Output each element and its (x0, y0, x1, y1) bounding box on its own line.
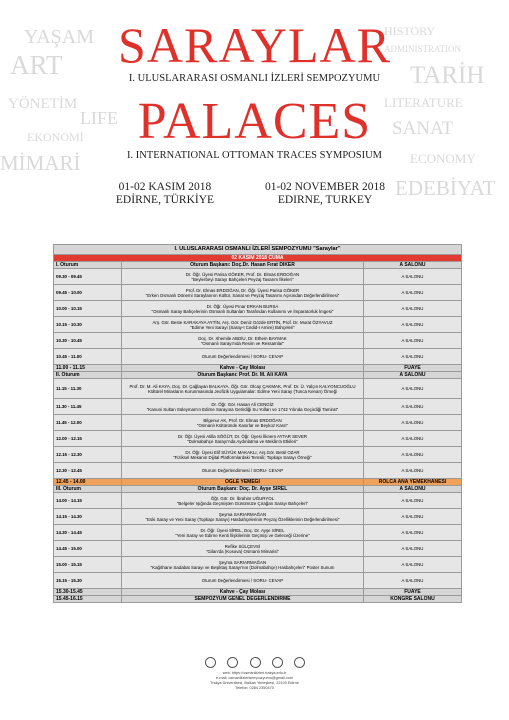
presentation-room: A SALONU (364, 415, 462, 431)
presentation-room: A SALONU (364, 301, 462, 317)
presentation-title: "Belgeler Işığında Geçmişten Günümüze Çırağan Sarayı Bahçeleri" (176, 500, 309, 506)
row-text: Kahve - Çay Molası (122, 589, 364, 596)
presentation-time: 10.30 - 10.45 (54, 333, 122, 349)
presentation-row (54, 301, 462, 317)
bg-word-mimari: MİMARİ (0, 151, 81, 175)
session-header-row (54, 262, 462, 269)
program-table-body (54, 245, 462, 603)
title-turkish: SARAYLAR (118, 17, 391, 73)
presentation-row (54, 333, 462, 349)
presentation-row (54, 493, 462, 509)
presentation-row (54, 317, 462, 333)
session-header-row (54, 372, 462, 379)
presentation-details (122, 399, 364, 415)
session-chair: Oturum Başkanı: Prof. Dr. M. Ali KAYA (122, 372, 364, 379)
footer-email[interactable]: e-mail: osmanliizlerisempozyumu@gmail.com (215, 676, 294, 680)
presentation-row (54, 431, 462, 447)
session-room: A SALONU (364, 486, 462, 493)
bg-word-art: ART (10, 50, 63, 80)
session-label: I. Oturum (54, 262, 122, 269)
presentation-title: "Kağıthane Sadabat Sarayı ve Beşiktaş Sarayı'nın (Dolmabahçe) Hasbahçeleri" Poster Sunum (150, 564, 335, 570)
presentation-time: 14.00 - 14.15 (54, 493, 122, 509)
presentation-room: A SALONU (364, 541, 462, 557)
presentation-details (122, 463, 364, 479)
date-tr: 01-02 KASIM 2018 (118, 181, 212, 193)
presentation-authors: Dr. Öğr. Üyesi Parisa GÖKER, Prof. Dr. Elmas ERDOĞAN (185, 271, 300, 277)
presentation-row (54, 399, 462, 415)
presentation-room: A SALONU (364, 525, 462, 541)
presentation-room: A SALONU (364, 349, 462, 365)
session-header-row (54, 486, 462, 493)
presentation-time: 11.30 - 11.45 (54, 399, 122, 415)
presentation-title: "Erken Osmanlı Dönemi Saraylarının Kültür, Sanat ve Peyzaj Tasarımı Açısından Değerlendirilmesi" (145, 292, 340, 298)
bg-word-tarih: TARİH (410, 62, 485, 89)
presentation-row (54, 447, 462, 463)
row-room: FUAYE (364, 365, 462, 372)
presentation-time: 14.30 - 14.45 (54, 525, 122, 541)
presentation-details (122, 541, 364, 557)
presentation-time: 12.15 - 12.30 (54, 447, 122, 463)
subtitle-english: I. INTERNATIONAL OTTOMAN TRACES SYMPOSIUM (126, 150, 383, 161)
presentation-time: 10.15 - 10.30 (54, 317, 122, 333)
session-chair: Oturum Başkanı: Doç. Dr. Ayşe SİREL (122, 486, 364, 493)
presentation-time: 12.00 - 12.15 (54, 431, 122, 447)
presentation-details (122, 317, 364, 333)
presentation-title: "Beylerbeyi Sarayı Bahçeleri Peyzaj Tasarım İlkeleri" (191, 276, 294, 282)
presentation-room: A SALONU (364, 447, 462, 463)
row-time: 12.45 - 14.00 (54, 479, 122, 486)
presentation-time: 15.15 - 15.30 (54, 573, 122, 589)
bg-word-life: LIFE (80, 108, 118, 128)
bg-word-ekonomi: EKONOMİ (27, 130, 84, 144)
presentation-title: "Gilan'da (Kosova) Osmanlı Mimarisi" (205, 548, 279, 554)
row-text: SEMPOZYUM GENEL DEĞERLENDİRME (122, 596, 364, 603)
presentation-time: 10.45 - 11.00 (54, 349, 122, 365)
presentation-title: "Osmanlı Sarayı'nda Resim ve Ressamlar" (200, 340, 285, 346)
presentation-room: A SALONU (364, 379, 462, 399)
row-room: FUAYE (364, 589, 462, 596)
presentation-authors: Şeyma SARIARMAĞAN (218, 559, 267, 565)
presentation-room: A SALONU (364, 285, 462, 301)
evaluation-row (54, 349, 462, 365)
presentation-title: Oturum Değerlendirmesi / SORU- CEVAP (201, 578, 284, 583)
partner-logo-icon (272, 657, 283, 668)
session-room: A SALONU (364, 372, 462, 379)
presentation-time: 15.00 - 15.15 (54, 557, 122, 573)
presentation-room: A SALONU (364, 317, 462, 333)
evaluation-row (54, 573, 462, 589)
row-text: ÖĞLE YEMEĞİ (122, 479, 364, 486)
bg-word-administration: ADMINISTRATION (384, 44, 461, 54)
row-room: KONGRE SALONU (364, 596, 462, 603)
row-time: 15.45-16.15 (54, 596, 122, 603)
faculty-logo-icon (227, 657, 238, 668)
sponsor-logo-icon (294, 657, 305, 668)
presentation-authors: Dr. Öğr. Gör. Hasan Ali CENGİZ (211, 401, 274, 407)
presentation-details (122, 301, 364, 317)
footer-web[interactable]: web: https://osmanliizleri.trakya.edu.tr (222, 671, 287, 675)
presentation-time: 14.15 - 14.30 (54, 509, 122, 525)
session-chair: Oturum Başkanı: Doç.Dr. Hasan Fırat DİKER (122, 262, 364, 269)
place-en: EDIRNE, TURKEY (277, 194, 373, 207)
program-table (53, 244, 462, 603)
lunch-row (54, 479, 462, 486)
presentation-authors: Öğr. Gör. Dr. İbrahim UĞURYOL (210, 495, 275, 501)
presentation-details (122, 573, 364, 589)
presentation-time: 12.30 - 12.45 (54, 463, 122, 479)
row-text: Kahve - Çay Molası (122, 365, 364, 372)
presentation-title: "Kanuni Sultan Süleyman'ın Edirne Sarayına Getirdiği Su Yolları ve 1742 Yılında Geçirdiği Tamirat" (146, 406, 339, 412)
program-day: 02 KASIM 2018 CUMA (54, 255, 462, 262)
place-tr: EDİRNE, TÜRKİYE (115, 194, 215, 207)
presentation-title: Oturum Değerlendirmesi / SORU- CEVAP (201, 468, 284, 473)
presentation-time: 10.00 - 10.15 (54, 301, 122, 317)
footer-phone: Telefon: 0284 2350470 (235, 686, 274, 690)
presentation-room: A SALONU (364, 463, 462, 479)
break-row (54, 365, 462, 372)
session-label: II. Oturum (54, 372, 122, 379)
bg-word-history: HISTORY (384, 24, 436, 38)
bg-word-sanat: SANAT (392, 118, 454, 139)
presentation-room: A SALONU (364, 509, 462, 525)
presentation-row (54, 557, 462, 573)
presentation-title: Kültürel Mirasların Korunmasında Jeofizik Uygulamalar: Edirne Yeni Saray (Tunca Kenarı) Örneği (148, 388, 337, 394)
date-en: 01-02 NOVEMBER 2018 (264, 181, 386, 193)
bg-word-yasam: YAŞAM (24, 26, 95, 48)
presentation-room: A SALONU (364, 431, 462, 447)
presentation-time: 11.45 - 12.00 (54, 415, 122, 431)
presentation-authors: Bilgenur AK, Prof. Dr. Elmas ERDOĞAN (203, 417, 282, 423)
symposium-logo-icon (250, 657, 261, 668)
bg-word-yonetim: YÖNETİM (8, 96, 78, 112)
presentation-row (54, 509, 462, 525)
row-time: 15.30-15.45 (54, 589, 122, 596)
presentation-authors: Refike SÜLÇEVSİ (224, 543, 261, 549)
bg-word-edebiyat: EDEBİYAT (395, 176, 496, 200)
presentation-details (122, 447, 364, 463)
presentation-title: "Edirne Yeni Sarayı (Saray-I Cedid-I Amire) Bahçeleri" (190, 324, 295, 330)
title-english: PALACES (137, 93, 372, 150)
bg-word-literature: LITERATURE (384, 95, 463, 110)
presentation-details (122, 493, 364, 509)
presentation-authors: Doç. Dr. Xhemile ABDİU, Dr. Ethem BAYMAK (198, 335, 287, 341)
subtitle-turkish: I. ULUSLARARASI OSMANLI İZLERİ SEMPOZYUMU (128, 73, 381, 84)
presentation-details (122, 379, 364, 399)
footer-logos (205, 655, 305, 669)
presentation-authors: Şeyma SARIARMAĞAN (218, 511, 267, 517)
presentation-time: 11.15 - 11.30 (54, 379, 122, 399)
presentation-authors: Dr. Öğr. Üyesi Atilla SÖĞÜT, Dr. Öğr. Üyesi İlknem AYTAR SEVER (177, 433, 308, 439)
footer-address: Trakya Üniversitesi, Balkan Yerleşkesi, 22100 Edirne (210, 681, 299, 685)
presentation-details (122, 557, 364, 573)
session-label: III. Oturum (54, 486, 122, 493)
presentation-room: A SALONU (364, 493, 462, 509)
presentation-time: 14.45 - 15.00 (54, 541, 122, 557)
presentation-authors: Arş. Gör. Beste KARAKAYA AYTİN, Arş. Gör. Deniz Gözde ERTİN, Prof. Dr. Murat ÖZYAVUZ (152, 319, 333, 325)
presentation-room: A SALONU (364, 557, 462, 573)
presentation-room: A SALONU (364, 399, 462, 415)
presentation-title: Oturum Değerlendirmesi / SORU- CEVAP (201, 354, 284, 359)
presentation-details (122, 269, 364, 285)
dates-turkish (100, 181, 230, 207)
presentation-title: "Eski Saray ve Yeni Saray (Topkapı Sarayı) Hasbahçelerinin Peyzaj Özelliklerinin Değerlendirilmesi" (145, 516, 340, 522)
presentation-row (54, 379, 462, 399)
presentation-details (122, 285, 364, 301)
presentation-room: A SALONU (364, 333, 462, 349)
presentation-title: "Dolmabahçe Sarayı'nda Aydınlatma ve Mekân'a Etkileri" (187, 438, 298, 444)
row-room: ROLCA ANA YEMEKHANESİ (364, 479, 462, 486)
presentation-title: "Fiziksel Mekanın Dijital Platformlardaki Temsili; Topkapı Sarayı Örneği" (173, 454, 312, 460)
presentation-authors: Prof. Dr. M. Ali KAYA, Doç. Dr. Çağlayan BALKAYA, Öğr. Gör. Olcay ÇAKMAK, Prof. Dr. Ü. Yalçın KALYONCUOĞLU (129, 383, 356, 389)
presentation-row (54, 541, 462, 557)
presentation-title: "Osmanlı Saray Bahçelerinin Osmanlı Sultanları Tarafından Kullanımı ve İmparatorluk İmgesi" (151, 308, 334, 314)
bg-word-economy: ECONOMY (410, 151, 476, 166)
session-room: A SALONU (364, 262, 462, 269)
presentation-details (122, 333, 364, 349)
presentation-title: "Yeni Saray ve Edirne Kenti İlişkilerinin Geçmişi ve Geleceği Üzerine" (175, 532, 310, 538)
presentation-room: A SALONU (364, 573, 462, 589)
dates-english (250, 181, 400, 207)
presentation-room: A SALONU (364, 269, 462, 285)
presentation-row (54, 285, 462, 301)
presentation-details (122, 415, 364, 431)
presentation-details (122, 509, 364, 525)
university-logo-icon (205, 657, 216, 668)
presentation-title: "Osmanlı Kültüründe Kasırlar ve Beykoz Kasrı" (196, 422, 289, 428)
presentation-row (54, 415, 462, 431)
presentation-time: 09.45 - 10.00 (54, 285, 122, 301)
presentation-details (122, 349, 364, 365)
presentation-details (122, 525, 364, 541)
break-row (54, 589, 462, 596)
row-time: 11.00 - 11.15 (54, 365, 122, 372)
presentation-row (54, 269, 462, 285)
evaluation-row (54, 463, 462, 479)
presentation-time: 09.30 - 09.45 (54, 269, 122, 285)
closing-row (54, 596, 462, 603)
presentation-details (122, 431, 364, 447)
presentation-authors: Dr. Öğr. Üyesi Pınar ERKAN BURSA (206, 303, 279, 309)
presentation-authors: Dr. Öğr. Üyesi SİREL, Doç. Dr. Ayşe SİREL (200, 527, 285, 533)
presentation-authors: Dr. Öğr. Üyesi Elif SÜYÜK MAKAKLI, Arş.Gör. Betül OZAR (185, 449, 300, 455)
presentation-row (54, 525, 462, 541)
program-title: I. ULUSLARARASI OSMANLI İZLERİ SEMPOZYUMU "Saraylar" (54, 245, 462, 255)
presentation-authors: Prof. Dr. Elmas ERDOĞAN, Dr. Öğr. Üyesi Parisa GÖKER (185, 287, 300, 293)
